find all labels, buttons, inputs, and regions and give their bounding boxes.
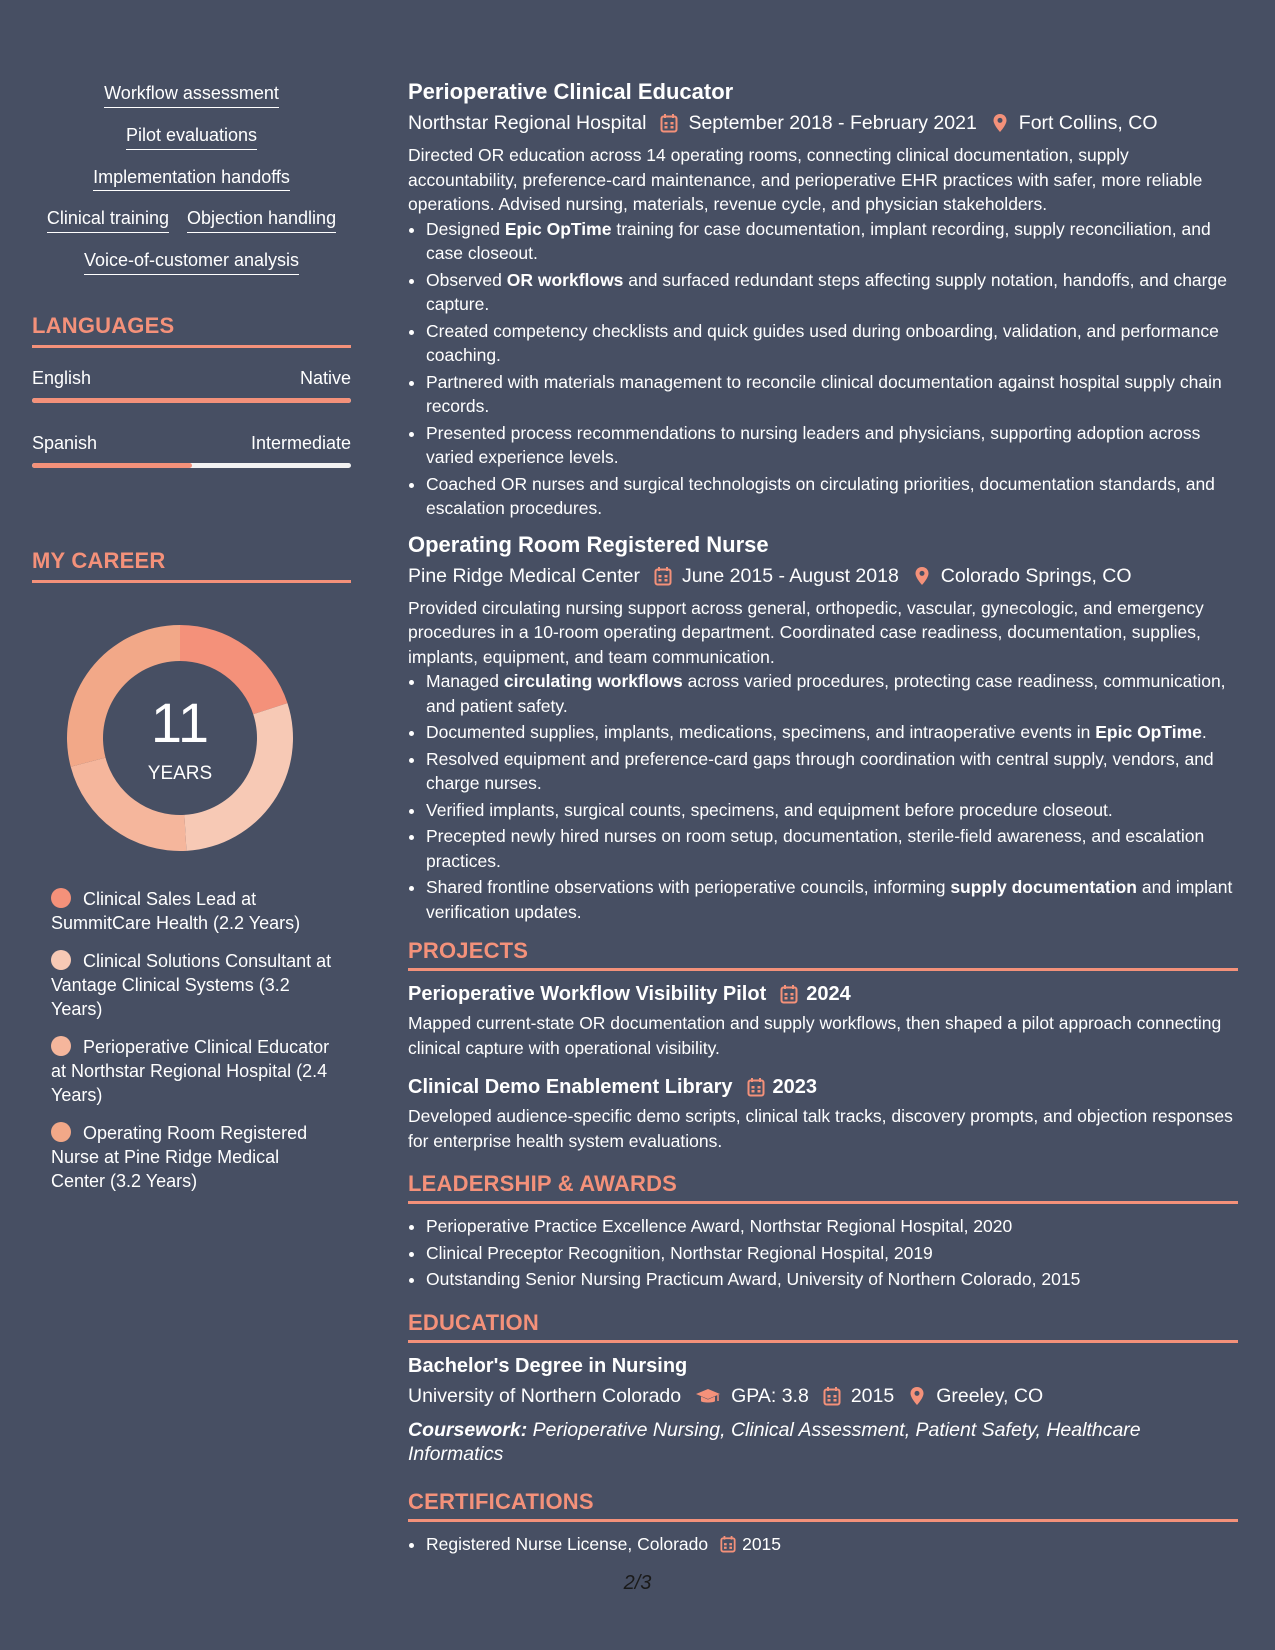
- calendar-icon: [747, 1077, 765, 1097]
- project-title-row: [408, 981, 1238, 1007]
- skill-row: [32, 84, 351, 108]
- career-donut-chart: [65, 623, 295, 853]
- calendar-icon: [654, 566, 672, 586]
- career-legend-text: Clinical Sales Lead at SummitCare Health (2.2 Years): [51, 888, 301, 933]
- calendar-icon: [660, 113, 678, 133]
- skill-tag: Pilot evaluations: [126, 126, 257, 150]
- location-pin-icon: [991, 113, 1009, 133]
- award-item: • Perioperative Practice Excellence Award, Northstar Regional Hospital, 2020: [426, 1214, 1238, 1239]
- education-meta: [408, 1382, 1238, 1410]
- job-bullet: • Verified implants, surgical counts, specimens, and equipment before procedure closeout.: [426, 798, 1238, 823]
- language-name: Spanish: [32, 432, 98, 453]
- language-level-fill: [32, 398, 351, 403]
- education-heading: EDUCATION: [408, 1310, 1238, 1343]
- language-item: [32, 368, 351, 403]
- education-gpa: GPA: 3.8: [731, 1384, 809, 1407]
- sidebar: [32, 84, 351, 1207]
- career-years-label: YEARS: [147, 762, 213, 784]
- legend-dot-icon: [51, 888, 71, 908]
- career-legend-item: [51, 949, 336, 1021]
- award-item: • Clinical Preceptor Recognition, Northstar Regional Hospital, 2019: [426, 1241, 1238, 1266]
- project-title: Clinical Demo Enablement Library: [408, 1076, 733, 1098]
- job-meta: [408, 109, 1238, 137]
- career-legend-item: [51, 1035, 336, 1107]
- job-bullet: • Documented supplies, implants, medications, specimens, and intraoperative events in Epic OpTime.: [426, 720, 1238, 745]
- project-year: 2024: [806, 983, 851, 1005]
- job-bullet: • Coached OR nurses and surgical technologists on circulating priorities, documentation standards, and escalation procedures.: [426, 472, 1238, 521]
- graduation-cap-icon: [695, 1386, 721, 1406]
- award-item: • Outstanding Senior Nursing Practicum Award, University of Northern Colorado, 2015: [426, 1267, 1238, 1292]
- legend-dot-icon: [51, 1122, 71, 1142]
- job-bullet: • Resolved equipment and preference-card gaps through coordination with central supply, vendors, and charge nurses.: [426, 747, 1238, 796]
- project-description: Mapped current-state OR documentation and supply workflows, then shaped a pilot approach connecting clinical capture with operational visibility.: [408, 1013, 1222, 1058]
- job-location: Colorado Springs, CO: [940, 564, 1132, 587]
- education-year: 2015: [850, 1384, 895, 1407]
- languages-heading: LANGUAGES: [32, 313, 351, 348]
- certification-item: [426, 1532, 1238, 1557]
- job-company: Northstar Regional Hospital: [408, 112, 647, 134]
- career-legend-text: Operating Room Registered Nurse at Pine Ridge Medical Center (3.2 Years): [51, 1122, 308, 1191]
- job-title: Operating Room Registered Nurse: [408, 531, 769, 557]
- certification-name: • Registered Nurse License, Colorado: [426, 1533, 709, 1554]
- job-bullet: • Designed Epic OpTime training for case documentation, implant recording, supply reconciliation, and case closeout.: [426, 217, 1238, 266]
- project-year: 2023: [772, 1076, 818, 1098]
- page-number: 2/3: [623, 1572, 652, 1594]
- language-level-bar: [32, 463, 351, 468]
- job-title: Perioperative Clinical Educator: [408, 79, 734, 104]
- language-level: Intermediate: [250, 432, 351, 453]
- career-legend-item: [51, 1121, 336, 1193]
- skill-row: [32, 209, 351, 233]
- skills-list: [32, 84, 351, 275]
- job-bullets: [408, 217, 1238, 521]
- location-pin-icon: [913, 566, 931, 586]
- calendar-icon: [720, 1535, 736, 1553]
- job-entry: [408, 531, 1238, 925]
- certifications-heading: CERTIFICATIONS: [408, 1489, 1238, 1522]
- project-entry: [408, 981, 1238, 1060]
- job-bullet: • Partnered with materials management to reconcile clinical documentation against hospital supply chain records.: [426, 370, 1238, 419]
- career-legend-item: [51, 887, 336, 935]
- main-content: [408, 78, 1238, 1558]
- skill-tag: Clinical training: [47, 209, 169, 233]
- skill-tag: Voice-of-customer analysis: [84, 251, 299, 275]
- education-school: University of Northern Colorado: [408, 1384, 682, 1407]
- career-total-years: 11: [150, 690, 210, 754]
- job-bullets: [408, 669, 1238, 924]
- skill-row: [32, 251, 351, 275]
- career-legend: [51, 887, 336, 1193]
- coursework-label: Coursework:: [408, 1418, 528, 1441]
- job-meta: [408, 562, 1238, 590]
- coursework-text: Perioperative Nursing, Clinical Assessment, Patient Safety, Healthcare Informatics: [408, 1418, 1141, 1465]
- projects-heading: PROJECTS: [408, 938, 1238, 971]
- skill-tag: Implementation handoffs: [93, 168, 290, 192]
- job-entry: [408, 78, 1238, 521]
- job-bullet: • Presented process recommendations to nursing leaders and physicians, supporting adoption across varied experience levels.: [426, 421, 1238, 470]
- skill-row: [32, 126, 351, 150]
- certifications-list: [408, 1532, 1238, 1557]
- career-legend-text: Perioperative Clinical Educator at Northstar Regional Hospital (2.4 Years): [51, 1036, 330, 1105]
- job-location: Fort Collins, CO: [1018, 112, 1158, 134]
- location-pin-icon: [908, 1386, 926, 1406]
- awards-heading: LEADERSHIP & AWARDS: [408, 1171, 1238, 1204]
- skill-row: [32, 168, 351, 192]
- calendar-icon: [780, 984, 798, 1004]
- calendar-icon: [823, 1386, 841, 1406]
- language-level-bar: [32, 398, 351, 403]
- education-coursework: [408, 1418, 1238, 1467]
- project-entry: [408, 1074, 1238, 1153]
- project-description: Developed audience-specific demo scripts, clinical talk tracks, discovery prompts, and objection responses for enterprise health system evaluations.: [408, 1106, 1233, 1151]
- language-level: Native: [299, 367, 351, 388]
- awards-list: [408, 1214, 1238, 1292]
- skill-tag: Objection handling: [187, 209, 336, 233]
- language-name: English: [32, 367, 92, 388]
- legend-dot-icon: [51, 1036, 71, 1056]
- career-heading: MY CAREER: [32, 548, 351, 583]
- career-legend-text: Clinical Solutions Consultant at Vantage Clinical Systems (3.2 Years): [51, 950, 332, 1019]
- language-level-fill: [32, 463, 192, 468]
- job-bullet: • Managed circulating workflows across varied procedures, protecting case readiness, communication, and patient safety.: [426, 669, 1238, 718]
- job-description: Directed OR education across 14 operating rooms, connecting clinical documentation, supply accountability, preference-card maintenance, and perioperative EHR practices with safer, more reliable operations. Advised nursing, materials, revenue cycle, and physician stakeholders.: [408, 145, 1203, 214]
- skill-tag: Workflow assessment: [104, 84, 279, 108]
- job-company: Pine Ridge Medical Center: [408, 564, 640, 587]
- job-dates: September 2018 - February 2021: [688, 112, 977, 134]
- language-item: [32, 433, 351, 468]
- education-degree: Bachelor's Degree in Nursing: [408, 1354, 688, 1377]
- job-description: Provided circulating nursing support across general, orthopedic, vascular, gynecologic, and emergency procedures in a 10-room operating department. Coordinated case readiness, documentation, supplies, implants, equipment, and team communication.: [408, 597, 1204, 667]
- project-title-row: [408, 1074, 1238, 1100]
- education-location: Greeley, CO: [936, 1384, 1044, 1407]
- job-bullet: • Observed OR workflows and surfaced redundant steps affecting supply notation, handoffs, and charge capture.: [426, 268, 1238, 317]
- job-bullet: • Precepted newly hired nurses on room setup, documentation, sterile-field awareness, and escalation practices.: [426, 824, 1238, 873]
- project-title: Perioperative Workflow Visibility Pilot: [408, 983, 767, 1005]
- job-dates: June 2015 - August 2018: [681, 564, 899, 587]
- job-bullet: • Created competency checklists and quick guides used during onboarding, validation, and performance coaching.: [426, 319, 1238, 368]
- job-bullet: • Shared frontline observations with perioperative councils, informing supply documentation and implant verification updates.: [426, 875, 1238, 924]
- certification-year: 2015: [742, 1533, 782, 1554]
- legend-dot-icon: [51, 950, 71, 970]
